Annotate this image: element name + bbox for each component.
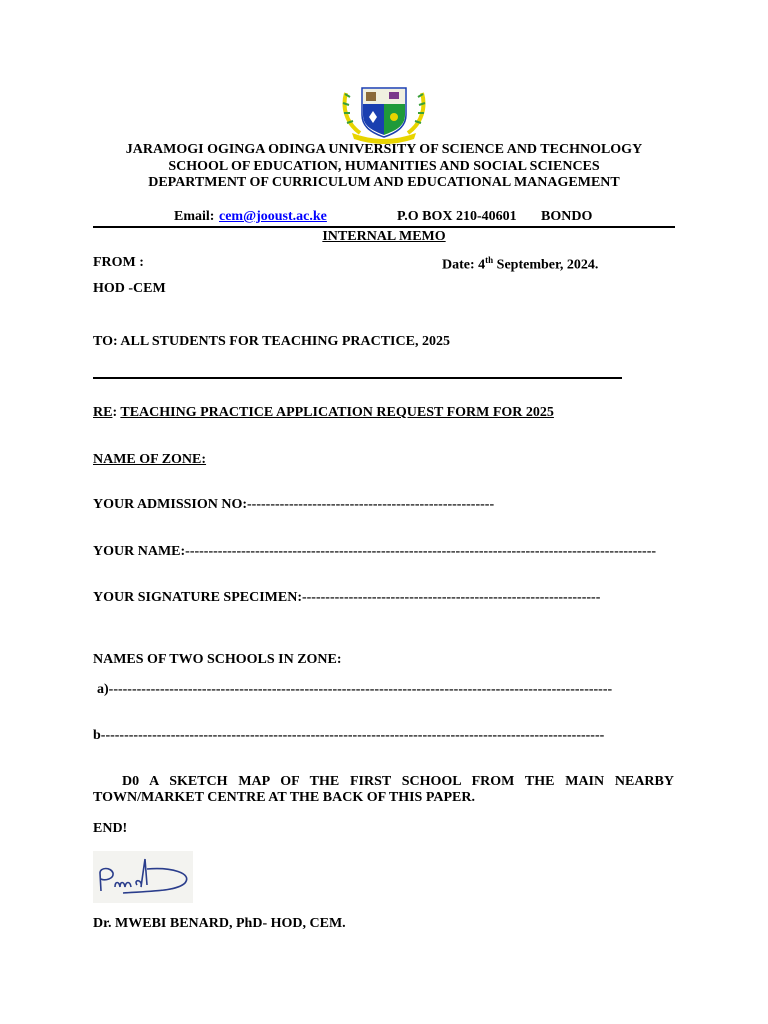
school-b-field: b------------------------------------------------------------------------------------------------------------ xyxy=(93,728,605,743)
school-name: SCHOOL OF EDUCATION, HUMANITIES AND SOCIAL SCIENCES xyxy=(168,159,600,174)
memo-date: Date: 4th September, 2024. xyxy=(442,255,599,273)
header-divider xyxy=(93,226,675,228)
to-line: TO: ALL STUDENTS FOR TEACHING PRACTICE, 2025 xyxy=(93,334,450,349)
admission-field: YOUR ADMISSION NO:----------------------------------------------------- xyxy=(93,497,495,512)
signatory-name: Dr. MWEBI BENARD, PhD- HOD, CEM. xyxy=(93,916,346,931)
instruction-line-2: TOWN/MARKET CENTRE AT THE BACK OF THIS PAPER. xyxy=(93,790,475,805)
schools-label: NAMES OF TWO SCHOOLS IN ZONE: xyxy=(93,652,342,667)
re-line: RE: TEACHING PRACTICE APPLICATION REQUEST FORM FOR 2025 xyxy=(93,405,554,420)
to-divider xyxy=(93,377,622,379)
signature-image xyxy=(93,851,193,903)
zone-label: NAME OF ZONE: xyxy=(93,452,207,467)
signature-field: YOUR SIGNATURE SPECIMEN:---------------------------------------------------------------- xyxy=(93,590,601,605)
university-name: JARAMOGI OGINGA ODINGA UNIVERSITY OF SCIENCE AND TECHNOLOGY xyxy=(125,142,643,157)
department-name: DEPARTMENT OF CURRICULUM AND EDUCATIONAL MANAGEMENT xyxy=(148,175,620,190)
email-link[interactable]: cem@jooust.ac.ke xyxy=(219,209,327,224)
email-label: Email: xyxy=(174,209,215,224)
memo-title: INTERNAL MEMO xyxy=(322,229,446,244)
from-name: HOD -CEM xyxy=(93,281,166,296)
end-text: END! xyxy=(93,821,128,836)
school-a-field: a)------------------------------------------------------------------------------------------------------------ xyxy=(97,682,613,697)
university-logo xyxy=(340,85,428,145)
town: BONDO xyxy=(541,209,593,224)
from-label: FROM : xyxy=(93,255,144,270)
name-field: YOUR NAME:----------------------------------------------------------------------------------------------------- xyxy=(93,544,657,559)
instruction-line-1: D0 A SKETCH MAP OF THE FIRST SCHOOL FROM THE MAIN NEARBY xyxy=(122,774,674,789)
po-box: P.O BOX 210-40601 xyxy=(397,209,517,224)
